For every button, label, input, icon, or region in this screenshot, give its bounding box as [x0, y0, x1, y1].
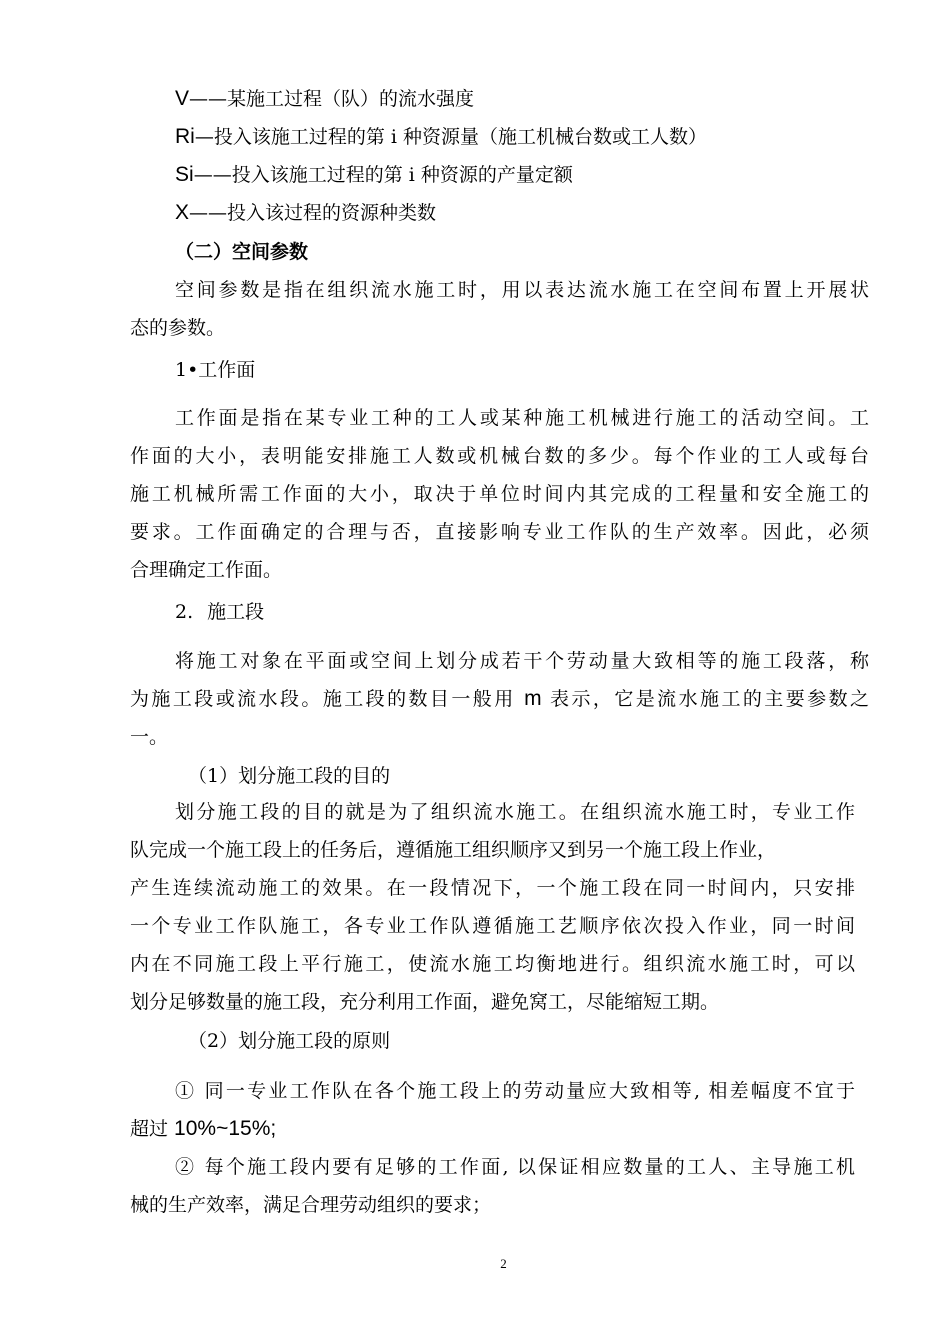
- workface-para-line-4: 要求。工作面确定的合理与否，直接影响专业工作队的生产效率。因此，必须: [130, 521, 869, 543]
- workface-para-line-2: 作面的大小，表明能安排施工人数或机械台数的多少。每个作业的工人或每台: [130, 445, 869, 467]
- purpose-para-line-3: 产生连续流动施工的效果。在一段情况下，一个施工段在同一时间内，只安排: [130, 877, 855, 899]
- definition-x: [175, 200, 436, 226]
- item2-heading: [175, 599, 264, 625]
- item2-number: 2.: [175, 601, 194, 623]
- workface-para-line-3: 施工机械所需工作面的大小，取决于单位时间内其完成的工程量和安全施工的: [130, 483, 869, 505]
- segment-para-line-3: 一。: [130, 726, 169, 748]
- symbol-x: X: [175, 201, 190, 224]
- space-para-line-2: 态的参数。: [130, 317, 226, 339]
- workface-para-line-1: 工作面是指在某专业工种的工人或某种施工机械进行施工的活动空间。工: [175, 407, 869, 429]
- purpose-para-line-6: 划分足够数量的施工段，充分利用工作面，避免窝工，尽能缩短工期。: [130, 991, 720, 1013]
- purpose-para-line-2: 队完成一个施工段上的任务后，遵循施工组织顺序又到另一个施工段上作业，: [130, 839, 777, 861]
- principle1-line-1: ① 同一专业工作队在各个施工段上的劳动量应大致相等, 相差幅度不宜于: [175, 1080, 855, 1102]
- symbol-v: V: [175, 87, 190, 110]
- space-para-line-1: 空间参数是指在组织流水施工时，用以表达流水施工在空间布置上开展状: [175, 279, 869, 301]
- definition-x-text: ——投入该过程的资源种类数: [189, 202, 437, 224]
- purpose-para-line-4: 一个专业工作队施工，各专业工作队遵循施工艺顺序依次投入作业，同一时间: [130, 915, 855, 937]
- principle2-line-1: ② 每个施工段内要有足够的工作面, 以保证相应数量的工人、主导施工机: [175, 1156, 855, 1178]
- symbol-m: m: [524, 687, 542, 710]
- purpose-para-line-5: 内在不同施工段上平行施工，使流水施工均衡地进行。组织流水施工时，可以: [130, 953, 855, 975]
- sub1-heading: （1）划分施工段的目的: [188, 765, 391, 787]
- segment-para-line-1: 将施工对象在平面或空间上划分成若干个劳动量大致相等的施工段落，称: [175, 650, 869, 672]
- item1-heading: [175, 357, 255, 383]
- section-heading: （二）空间参数: [175, 241, 309, 263]
- principle2-line-2: 械的生产效率，满足合理劳动组织的要求；: [130, 1194, 492, 1216]
- item1-number: 1•: [175, 359, 199, 381]
- sub2-heading: （2）划分施工段的原则: [188, 1030, 391, 1052]
- definition-ri-text: —投入该施工过程的第 i 种资源量（施工机械台数或工人数）: [194, 126, 708, 148]
- definition-si: [175, 162, 573, 188]
- page-number: 2: [500, 1256, 507, 1271]
- definition-si-text: ——投入该施工过程的第 i 种资源的产量定额: [193, 164, 573, 186]
- definition-v-text: ——某施工过程（队）的流水强度: [189, 88, 475, 110]
- definition-ri: [175, 124, 707, 150]
- item1-title: 工作面: [198, 359, 256, 381]
- workface-para-line-5: 合理确定工作面。: [130, 559, 283, 581]
- definition-v: [175, 86, 474, 112]
- principle1-line-2: 超过 10%~15%;: [130, 1117, 277, 1140]
- purpose-para-line-1: 划分施工段的目的就是为了组织流水施工。在组织流水施工时，专业工作: [175, 801, 855, 823]
- percent-range: 10%~15%;: [174, 1117, 277, 1140]
- segment-para-line-2: 为施工段或流水段。施工段的数目一般用 m 表示，它是流水施工的主要参数之: [130, 687, 869, 710]
- item2-title: 施工段: [207, 601, 265, 623]
- symbol-ri: Ri: [175, 125, 195, 148]
- symbol-si: Si: [175, 163, 194, 186]
